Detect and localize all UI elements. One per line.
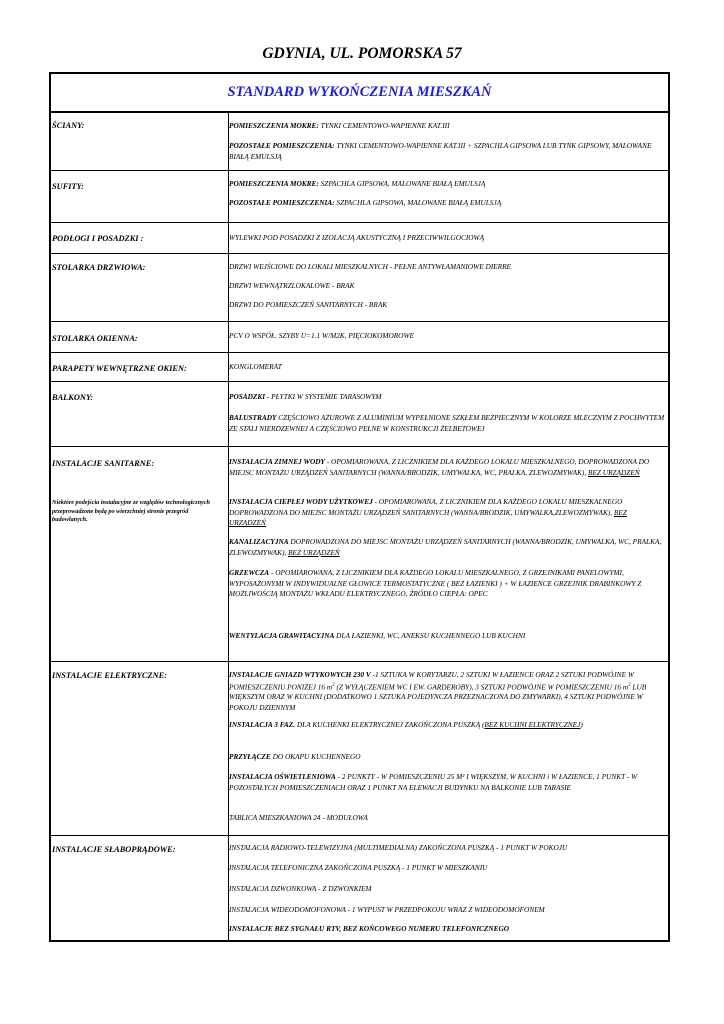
- item-heading: POSADZKI -: [229, 392, 270, 401]
- row-label: ŚCIANY:: [52, 121, 85, 130]
- row-item: [229, 300, 665, 311]
- row-label: PODŁOGI I POSADZKI :: [52, 234, 144, 243]
- table-row-parapety: [51, 353, 668, 382]
- item-heading: POZOSTAŁE POMIESZCZENIA:: [229, 141, 335, 150]
- item-heading: GRZEWCZA: [229, 568, 270, 577]
- row-item: [229, 568, 665, 600]
- item-text: DRZWI WEWNĄTRZLOKALOWE - BRAK: [229, 281, 355, 290]
- table-row-slaboprad: [51, 836, 668, 940]
- item-text: LUB WIĘKSZYM ORAZ W KUCHNI (DODATKOWO 1 SZTUKA POJEDYNCZA PRZEZNACZONA DO ZMYWARKI), 4 SZTUKI PODWÓJNE W POKOJU DZIENNYM: [229, 681, 647, 712]
- row-item: [229, 631, 665, 642]
- row-item: [229, 198, 665, 209]
- row-label: INSTALACJE ELEKTRYCZNE:: [52, 671, 168, 680]
- page-title: GDYNIA, UL. POMORSKA 57: [262, 45, 462, 62]
- row-item: [229, 772, 665, 793]
- item-text: (Z WYŁĄCZENIEM WC I EW. GARDEROBY), 3 SZTUKI PODWÓJNE W POMIESZCZENIU 16 m: [334, 681, 629, 691]
- table-row-balkony: [51, 382, 668, 447]
- row-label: PARAPETY WEWNĘTRZNE OKIEN:: [52, 364, 187, 373]
- table-row-elektryczne: [51, 662, 668, 836]
- row-item: [229, 884, 665, 895]
- item-text: TYNKI CEMENTOWO-WAPIENNE KAT.III + SZPACHLA GIPSOWA LUB TYNK GIPSOWY, MALOWANE BIAŁĄ EMULSJĄ: [229, 141, 652, 161]
- item-text: PŁYTKI W SYSTEMIE TARASOWYM: [269, 392, 382, 401]
- item-text: PCV O WSPÓŁ. SZYBY U=1.1 W/M2K, PIĘCIOKOMOROWE: [229, 331, 414, 340]
- item-text: CZĘŚCIOWO AŻUROWE Z ALUMINIUM WYPEŁNIONE SZKŁEM BEZPIECZNYM W KOLORZE MLECZNYM Z POCHWYTEM ZE STALI NIERDZEWNEJ A CZĘŚCIOWO PEŁNE W KONSTRUKCJI ŻELBETOWEJ: [229, 413, 665, 433]
- table-row-podlogi: [51, 223, 668, 254]
- item-text: DRZWI WEJŚCIOWE DO LOKALI MIESZKALNYCH - PEŁNE ANTYWŁAMANIOWE DIERRE: [229, 262, 512, 271]
- item-text: WYLEWKI POD POSADZKI Z IZOLACJĄ AKUSTYCZNĄ I PRZECIWWILGOCIOWĄ: [229, 233, 485, 242]
- item-heading: INSTALACJE BEZ SYGNAŁU RTV, BEZ KOŃCOWEGO NUMERU TELEFONICZNEGO: [229, 924, 510, 933]
- row-item: [229, 457, 665, 478]
- row-label: INSTALACJE SANITARNE:: [52, 459, 155, 468]
- item-text: - OPOMIAROWANA, Z LICZNIKIEM DLA KAŻDEGO LOKALU MIESZKALNEGO DOPROWADZONA DO MIEJSC MONTAŻU URZĄDZEŃ SANITARNYCH (WANNA/BRODZIK, UMYWALKA,ZLEWOZMYWAK),: [229, 497, 623, 517]
- row-item: [229, 905, 665, 916]
- item-text: DOPROWADZONA DO MIEJSC MONTAŻU URZĄDZEŃ SANITARNYCH (WANNA/BRODZIK, UMYWALKA, WC, PRALKA, ZLEWOZMYWAK),: [229, 537, 662, 557]
- item-text: TYNKI CEMENTOWO-WAPIENNE KAT.III: [318, 121, 450, 130]
- table-row-okna: [51, 322, 668, 353]
- item-text: TABLICA MIESZKANIOWA 24 - MODUŁOWA: [229, 813, 368, 822]
- row-item: [229, 281, 665, 292]
- row-item: [229, 392, 665, 403]
- item-heading: INSTALACJE GNIAZD WTYKOWYCH 230 V: [229, 670, 371, 679]
- row-item: [229, 497, 665, 529]
- item-heading: POMIESZCZENIA MOKRE:: [229, 121, 319, 130]
- item-heading: KANALIZACYJNA: [229, 537, 289, 546]
- row-item: [229, 331, 665, 342]
- item-superscript: 2: [628, 682, 631, 688]
- item-text: SZPACHLA GIPSOWA, MALOWANE BIAŁĄ EMULSJĄ: [334, 198, 502, 207]
- item-heading: INSTALACJA ZIMNEJ WODY: [229, 457, 325, 466]
- table-row-sufity: [51, 171, 668, 223]
- item-heading: POMIESZCZENIA MOKRE:: [229, 179, 319, 188]
- item-text: - OPOMIAROWANA, Z LICZNIKIEM DLA KAŻDEGO LOKALU MIESZKALNEGO, Z GRZEJNIKAMI PANELOWYMI, WYPOSAŻONYMI W INDYWIDUALNE GŁOWICE TERMOSTATYCZNE ( BEZ ŁAZIENKI ) + W ŁAZIENCE GRZEJNIK DRABINKOWY Z MOŻLIWOŚCIĄ MONTAŻU WKŁADU ELEKTRYCZNEGO, ŹRÓDŁO CIEPŁA: OPEC: [229, 568, 642, 598]
- item-text: INSTALACJA RADIOWO-TELEWIZYJNA (MULTIMEDIALNA) ZAKOŃCZONA PUSZKĄ - 1 PUNKT W POKOJU: [229, 843, 568, 852]
- item-heading: INSTALACJA CIEPŁEJ WODY UŻYTKOWEJ: [229, 497, 373, 506]
- row-item: [229, 233, 665, 244]
- row-item: [229, 141, 665, 162]
- item-text: DO OKAPU KUCHENNEGO: [270, 752, 361, 761]
- item-heading: PRZYŁĄCZE: [229, 752, 271, 761]
- row-item: [229, 843, 665, 854]
- item-note: BEZ URZĄDZEŃ: [229, 507, 627, 527]
- row-label: STOLARKA OKIENNA:: [52, 334, 138, 343]
- item-heading: WENTYLACJA GRAWITACYJNA: [229, 631, 335, 640]
- row-item: [229, 720, 665, 731]
- item-text: - OPOMIAROWANA, Z LICZNIKIEM DLA KAŻDEGO LOKALU MIESZKALNEGO, DOPROWADZONA DO MIEJSC MONTAŻU URZĄDZEŃ SANITARNYCH (WANNA/BRODZIK, UMYWALKA, WC, PRALKA, ZLEWOZMYWAK),: [229, 457, 650, 477]
- row-item: [229, 752, 665, 763]
- row-label: SUFITY:: [52, 182, 84, 191]
- item-text: INSTALACJA WIDEODOMOFONOWA - 1 WYPUST W PRZEDPOKOJU WRAZ Z WIDEODOMOFONEM: [229, 905, 545, 914]
- row-item: [229, 924, 665, 935]
- row-label: INSTALACJE SŁABOPRĄDOWE:: [52, 845, 176, 854]
- row-item: [229, 262, 665, 273]
- item-heading: POZOSTAŁE POMIESZCZENIA:: [229, 198, 335, 207]
- row-item: [229, 179, 665, 190]
- table-row-drzwi: [51, 254, 668, 322]
- row-item: [229, 413, 665, 434]
- item-text: - 2 PUNKTY - W POMIESZCZENIU 25 M² I WIĘKSZYM, W KUCHNI i W ŁAZIENCE, 1 PUNKT - W POZOSTAŁYCH POMIESZCZENIACH ORAZ 1 PUNKT NA ELEWACJI BUDYNKU NA BALKONIE LUB TARASIE: [229, 772, 638, 792]
- table-row-sciany: [51, 113, 668, 171]
- row-item: [229, 670, 665, 713]
- item-heading: INSTALACJA 3 FAZ.: [229, 720, 296, 729]
- item-text: -1 SZTUKA W KORYTARZU, 2 SZTUKI W ŁAZIENCE ORAZ 2 SZTUKI PODWÓJNE W POMIESZCZENIU PONIŻEJ 16 m: [229, 670, 634, 691]
- item-text: DLA KUCHENKI ELEKTRYCZNEJ ZAKOŃCZONA PUSZKĄ (: [295, 720, 485, 729]
- row-item: [229, 813, 665, 824]
- item-text: INSTALACJA TELEFONICZNA ZAKOŃCZONA PUSZKĄ - 1 PUNKT W MIESZKANIU: [229, 863, 488, 872]
- item-text: KONGLOMERAT: [229, 362, 282, 371]
- item-heading: BALUSTRADY: [229, 413, 277, 422]
- row-item: [229, 121, 665, 132]
- table-row-sanitarne: [51, 447, 668, 662]
- row-note: Niektóre podejścia instalacyjne ze względów technologicznych przeprowadzone będą po wierzchniej stronie przegród budowlanych.: [52, 499, 210, 524]
- item-note: BEZ URZĄDZEŃ: [588, 467, 640, 477]
- item-text: ): [580, 720, 583, 729]
- item-text: DLA ŁAZIENKI, WC, ANEKSU KUCHENNEGO LUB KUCHNI: [334, 631, 526, 640]
- row-item: [229, 362, 665, 373]
- item-text: DRZWI DO POMIESZCZEŃ SANITARNYCH - BRAK: [229, 300, 388, 309]
- item-text: INSTALACJA DZWONKOWA - Z DZWONKIEM: [229, 884, 372, 893]
- item-heading: INSTALACJA OŚWIETLENIOWA: [229, 772, 336, 781]
- row-item: [229, 863, 665, 874]
- item-text: SZPACHLA GIPSOWA, MALOWANE BIAŁĄ EMULSJĄ: [318, 179, 486, 188]
- row-label: BALKONY:: [52, 393, 94, 402]
- row-label: STOLARKA DRZWIOWA:: [52, 263, 146, 272]
- item-note: BEZ URZĄDZEŃ: [288, 547, 340, 557]
- item-superscript: 2: [332, 682, 335, 688]
- row-item: [229, 537, 665, 558]
- spec-table: [49, 72, 670, 942]
- item-note: BEZ KUCHNI ELEKTRYCZNEJ: [484, 720, 581, 729]
- table-title: STANDARD WYKOŃCZENIA MIESZKAŃ: [51, 74, 668, 113]
